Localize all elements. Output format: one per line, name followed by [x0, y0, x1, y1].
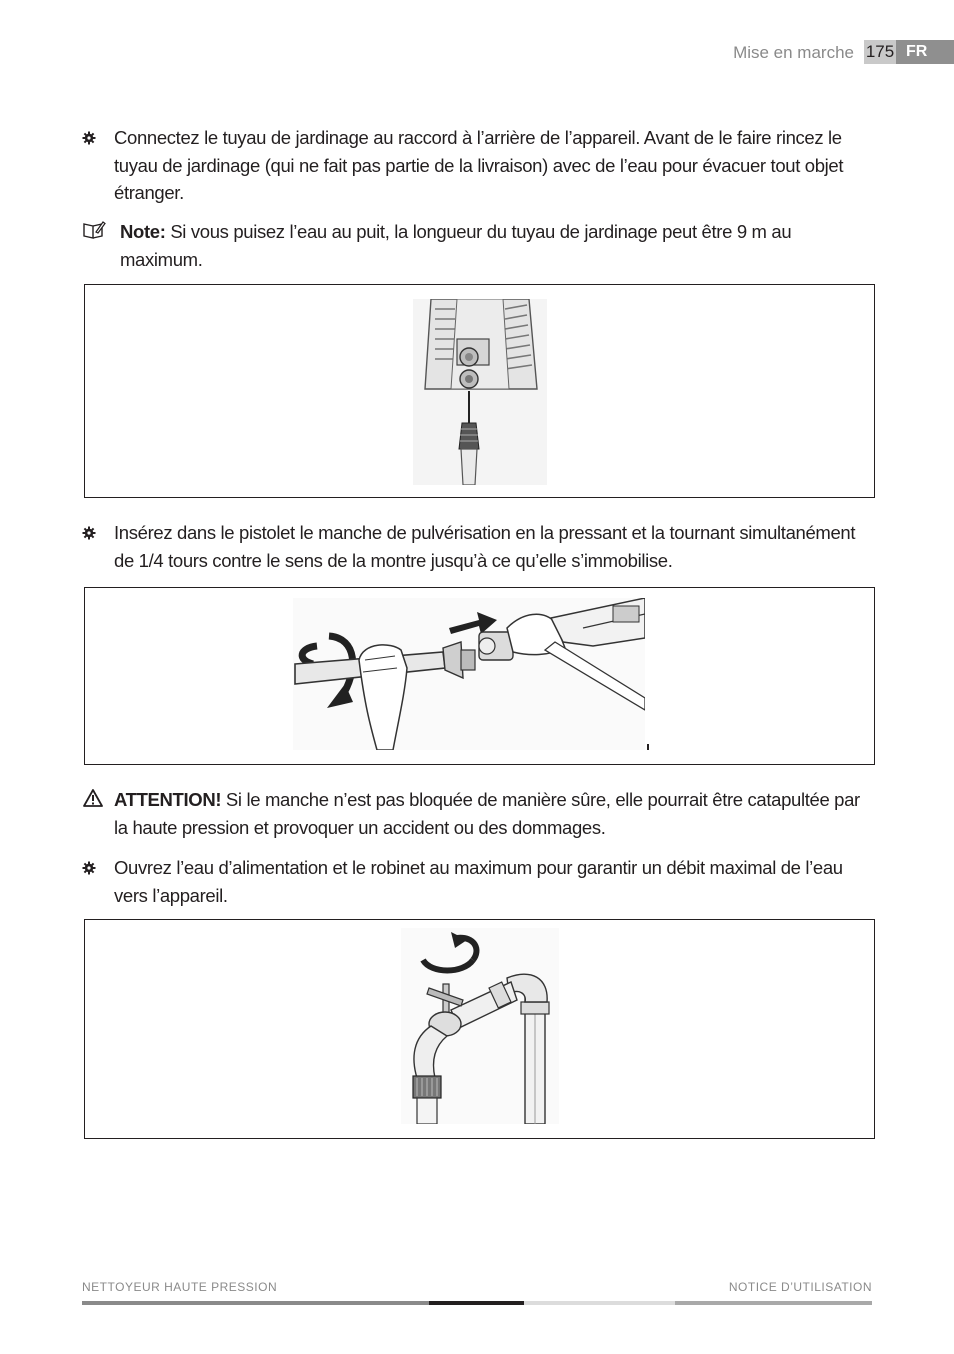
step-open-water: Ouvrez l’eau d’alimentation et le robinet au maximum pour garantir un débit maximal de l’eau vers l’appareil. [114, 857, 843, 906]
hose-connection-illustration [413, 299, 547, 485]
note-label: Note: [120, 221, 166, 242]
footer-bar [82, 1301, 872, 1305]
warning-triangle-icon [83, 789, 103, 807]
water-tap-illustration [401, 928, 559, 1124]
gear-bullet-icon [82, 131, 96, 145]
gear-bullet-icon [82, 861, 96, 875]
attention-label: ATTENTION! [114, 789, 222, 810]
header-section-title: Mise en marche [733, 43, 854, 62]
figure-water-tap [84, 919, 875, 1139]
gear-bullet-icon [82, 526, 96, 540]
note-paragraph [120, 218, 810, 273]
page-number: 175 [864, 40, 896, 64]
step-connect-hose: Connectez le tuyau de jardinage au raccord à l’arrière de l’appareil. Avant de le faire rincez le tuyau de jardinage (qui ne fait pas partie de la livraison) avec de l’eau pour évacuer tout objet étranger. [114, 127, 844, 203]
figure-lance-insertion [84, 587, 875, 765]
step-insert-lance: Insérez dans le pistolet le manche de pulvérisation en la pressant et la tournant simultanément de 1/4 tours contre le sens de la montre jusqu’à ce qu’elle s’immobilise. [114, 522, 856, 571]
figure-mark [647, 744, 649, 750]
lance-insertion-illustration [293, 598, 645, 750]
note-text: Si vous puisez l’eau au puit, la longueur du tuyau de jardinage peut être 9 m au maximum. [120, 221, 792, 270]
attention-paragraph [114, 786, 874, 841]
footer-manual-name: NOTICE D’UTILISATION [728, 1280, 872, 1294]
open-book-icon [82, 220, 106, 240]
attention-text: Si le manche n’est pas bloquée de manière sûre, elle pourrait être catapultée par la haute pression et provoquer un accident ou des dommages. [114, 789, 860, 838]
footer-product-name: NETTOYEUR HAUTE PRESSION [82, 1280, 278, 1294]
figure-hose-connection [84, 284, 875, 498]
language-tab: FR [896, 40, 954, 64]
